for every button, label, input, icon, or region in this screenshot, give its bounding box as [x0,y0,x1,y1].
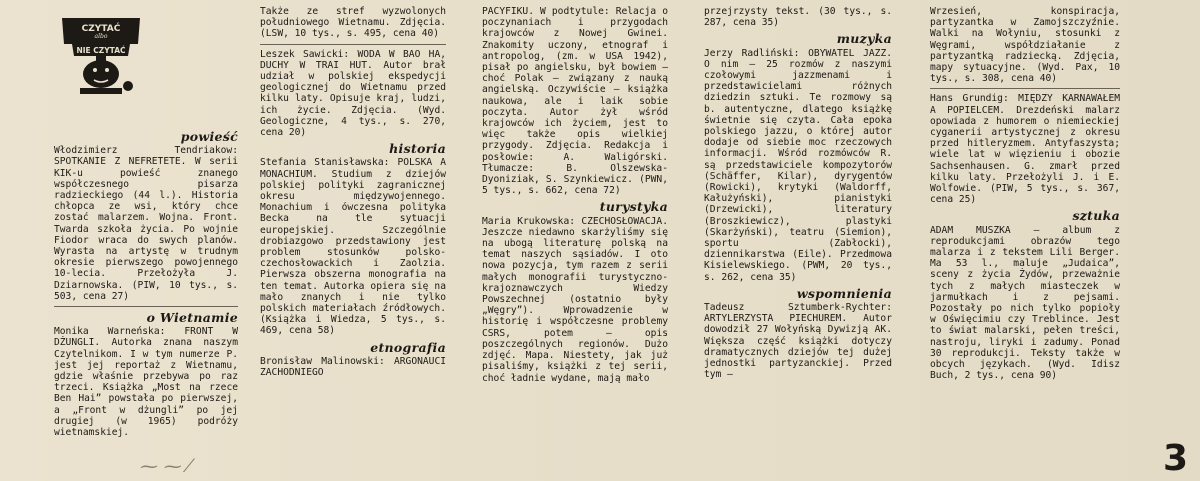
divider [54,306,238,307]
page-number: 3 [1162,438,1188,479]
section-heading-powiesc: powieść [180,129,238,144]
svg-text:NIE CZYTAĆ: NIE CZYTAĆ [76,46,126,55]
pencil-scribble: ⁓ ⁓ ⁄ [140,456,191,477]
svg-text:CZYTAĆ: CZYTAĆ [81,24,121,34]
section-heading-o-wietnamie: o Wietnamie [146,310,238,326]
divider [260,44,446,45]
entry-sawicki: Leszek Sawicki: WODA W BAO HA, DUCHY W TRAI HUT. Autor brał udział w polskiej ekspedycji geologicznej do Wietnamu przed kilku laty. Opisuje kraj, ludzi, ich życie. Zdjęcia. (Wyd. Geologiczne, 4 tys., s. 270, cena 20) [260,48,446,139]
entry-grundig: Hans Grundig: MIĘDZY KARNAWAŁEM A POPIELCEM. Drezdeński malarz opowiada z humorem o niemieckiej cyganerii artystycznej z okresu przed hitleryzmem. Antyfaszysta; wiele lat w więzieniu i obozie Sachsenhausen. G. zmarł przed kilku laty. Przełożyli J. i E. Wolfowie. (PIW, 5 tys., s. 367, cena 25) [930,93,1120,206]
section-heading-historia: historia [389,141,446,157]
section-heading-wspomnienia: wspomnienia [796,285,892,301]
entry-wietnam-continued: Także ze stref wyzwolonych południowego Wietnamu. Zdjęcia. (LSW, 10 tys., s. 495, cena 40) [260,6,446,40]
entry-warnenska: Monika Warneńska: FRONT W DŻUNGLI. Autorka znana naszym Czytelnikom. I w tym numerze P. jest jej reportaż z Wietnamu, gdzie właśnie przebywa po raz trzeci. Książka „Most na rzece Ben Hai” powstała po pierwszej, a „Front w dżungli” po jej drugiej (w 1965) podróży wietnamskiej. [54,326,238,439]
section-heading-turystyka: turystyka [599,199,668,215]
entry-sztumberk-rychter: Tadeusz Sztumberk-Rychter: ARTYLERZYSTA PIECHUREM. Autor dowodził 27 Wołyńską Dywizją AK. Większa część książki dotyczy dramatycznych dziejów tej dużej jednostki partyzanckiej. Przed tym — [704,302,892,381]
entry-malinowski-continued: PACYFIKU. W podtytule: Relacja o poczynaniach i przygodach krajowców z Nowej Gwinei. Znakomity uczony, etnograf i antropolog, (zm. w USA 1942), pisał po angielsku, był bowiem — choć Polak — związany z nauką angielską. Oczywiście — książka naukowa, ale i laik sobie poczyta. Autor żył wśród krajowców ich życiem, jest to więc także opis wielkiej przygody. Zdjęcia. Redakcja i posłowie: A. Waligórski. Tłumacze: B. Olszewska-Dyoniziak, S. Szynkiewicz. (PWN, 5 tys., s. 662, cena 72) [482,6,668,197]
entry-radlinski: Jerzy Radliński: OBYWATEL JAZZ. O nim — 25 rozmów z naszymi czołowymi jazzmenami i przedstawicielami różnych dziedzin sztuki. Te rozmowy są b. autentyczne, dlatego książkę świetnie się czyta. Cała epoka polskiego jazzu, o której autor dodaje od siebie moc rzeczowych informacji. Wśród rozmówców R. są przedstawiciele kompozytorów (Schäffer, Kilar), dyrygentów (Rowicki), krytyki (Waldorff, Kałużyński), pianistyki (Drzewicki), literatury (Broszkiewicz), plastyki (Skarżyński), teatru (Siemion), sportu (Zabłocki), dziennikarstwa (Eile). Przedmowa Kisielewskiego. (PWM, 20 tys., s. 262, cena 35) [704,47,892,283]
column-5 [930,6,1120,382]
entry-tendriakow: Włodzimierz Tendriakow: SPOTKANIE Z NEFRETETE. W serii KIK-u powieść znanego współczesnego pisarza radzieckiego (44 l.). Historia chłopca ze wsi, który chce zostać malarzem. Wojna. Front. Twarda szkoła życia. Po wojnie Fiodor wraca do swych planów. Wyrasta na artystę w trudnym okresie pierwszego powojennego 10-lecia. Przełożyła J. Dziarnowska. (PIW, 10 tys., s. 503, cena 27) [54,145,238,302]
entry-krukowska: Maria Krukowska: CZECHOSŁOWACJA. Jeszcze niedawno skarżyliśmy się na ubogą literaturę polską na temat naszych sąsiadów. I oto nowa pozycja, tym razem z serii małych monografii turystyczno-krajoznawczych Wiedzy Powszechnej (ostatnio były „Węgry”). Wprowadzenie w historię i współczesne problemy CSRS, potem — opis poszczególnych regionów. Dużo zdjęć. Mapa. Niestety, jak już pisaliśmy, książki z tej serii, choć ładnie wydane, mają mało [482,215,668,384]
svg-text:albo: albo [94,33,108,40]
section-heading-sztuka: sztuka [1072,208,1120,224]
entry-stanislawska: Stefania Stanisławska: POLSKA A MONACHIUM. Studium z dziejów polskiej polityki zagranicznej okresu międzywojennego. Monachium i ówczesna polityka Becka na tle sytuacji europejskiej. Szczególnie drobiazgowo przedstawiony jest problem stosunków polsko-czechosłowackich i Zaolzia. Pierwsza obszerna monografia na ten temat. Autorka opiera się na mało znanych i nie tylko polskich materiałach źródłowych. (Książka i Wiedza, 5 tys., s. 469, cena 58) [260,157,446,337]
divider [930,88,1120,89]
entry-malinowski-start: Bronisław Malinowski: ARGONAUCI ZACHODNIEGO [260,355,446,379]
column-1 [54,6,238,438]
column-4 [704,6,892,381]
column-2 [260,6,446,378]
entry-muszka: ADAM MUSZKA — album z reprodukcjami obrazów tego malarza i z tekstem Lili Berger. Ma 53 l., maluje „Judaica”, sceny z życia Żydów, przeważnie tych z małych miasteczek w jarmułkach i z pejsami. Pozostały po nich tylko popioły w Oświęcimiu czy Treblince. Jest to świat malarski, pełen treści, nastroju, liryki i zadumy. Ponad 30 reprodukcji. Teksty także w obcych językach. (Wyd. Idisz Buch, 2 tys., cena 90) [930,224,1120,382]
column-3 [482,6,668,384]
section-heading-etnografia: etnografia [370,339,446,355]
entry-krukowska-continued: przejrzysty tekst. (30 tys., s. 287, cena 35) [704,6,892,29]
entry-sztumberk-continued: Wrzesień, konspiracja, partyzantka w Zamojszczyźnie. Walki na Wołyniu, stosunki z Węgrami, współdziałanie z partyzantką radziecką. Zdjęcia, mapy sytuacyjne. (Wyd. Pax, 10 tys., s. 308, cena 40) [930,6,1120,85]
section-heading-muzyka: muzyka [836,31,892,47]
